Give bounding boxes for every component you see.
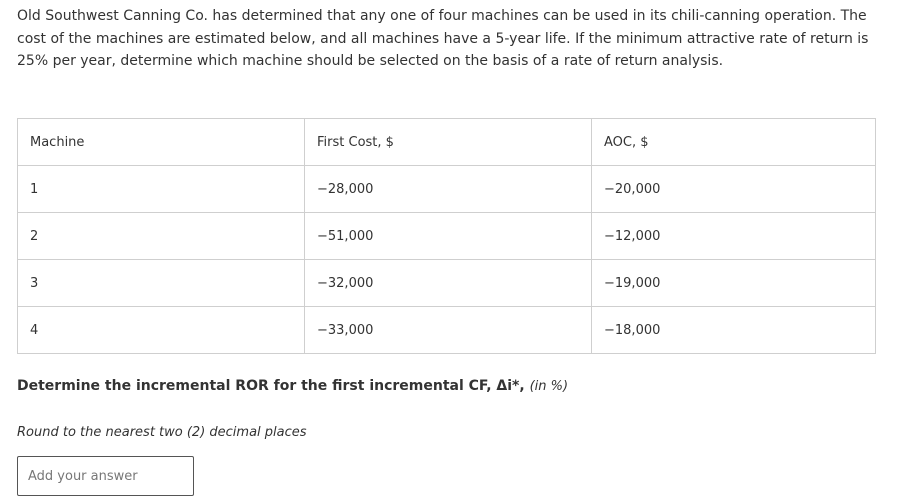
machine-cost-table [17,118,876,354]
table-row [18,307,876,354]
first-cost-value: −33,000 [305,307,592,354]
header-machine: Machine [18,119,305,166]
rounding-hint: Round to the nearest two (2) decimal places [17,425,307,440]
problem-statement: Old Southwest Canning Co. has determined that any one of four machines can be used in its chili-canning operation. The cost of the machines are estimated below, and all machines have a 5-year life. If the minimum attractive rate of return is 25% per year, determine which machine should be selected on the basis of a rate of return analysis. [17,8,869,69]
first-cost-value: −28,000 [305,166,592,213]
table-header-row [18,119,876,166]
header-aoc: AOC, $ [592,119,876,166]
aoc-value: −18,000 [592,307,876,354]
question-unit: (in %) [529,379,569,394]
answer-input[interactable] [17,456,194,496]
question-text: Determine the incremental ROR for the first incremental CF, Δi*, [17,378,525,394]
table-row [18,166,876,213]
aoc-value: −12,000 [592,213,876,260]
table-row [18,213,876,260]
machine-number: 4 [18,307,305,354]
first-cost-value: −51,000 [305,213,592,260]
machine-number: 3 [18,260,305,307]
question-prompt [17,378,568,394]
table-row [18,260,876,307]
machine-number: 2 [18,213,305,260]
machine-number: 1 [18,166,305,213]
first-cost-value: −32,000 [305,260,592,307]
header-first-cost: First Cost, $ [305,119,592,166]
aoc-value: −20,000 [592,166,876,213]
aoc-value: −19,000 [592,260,876,307]
